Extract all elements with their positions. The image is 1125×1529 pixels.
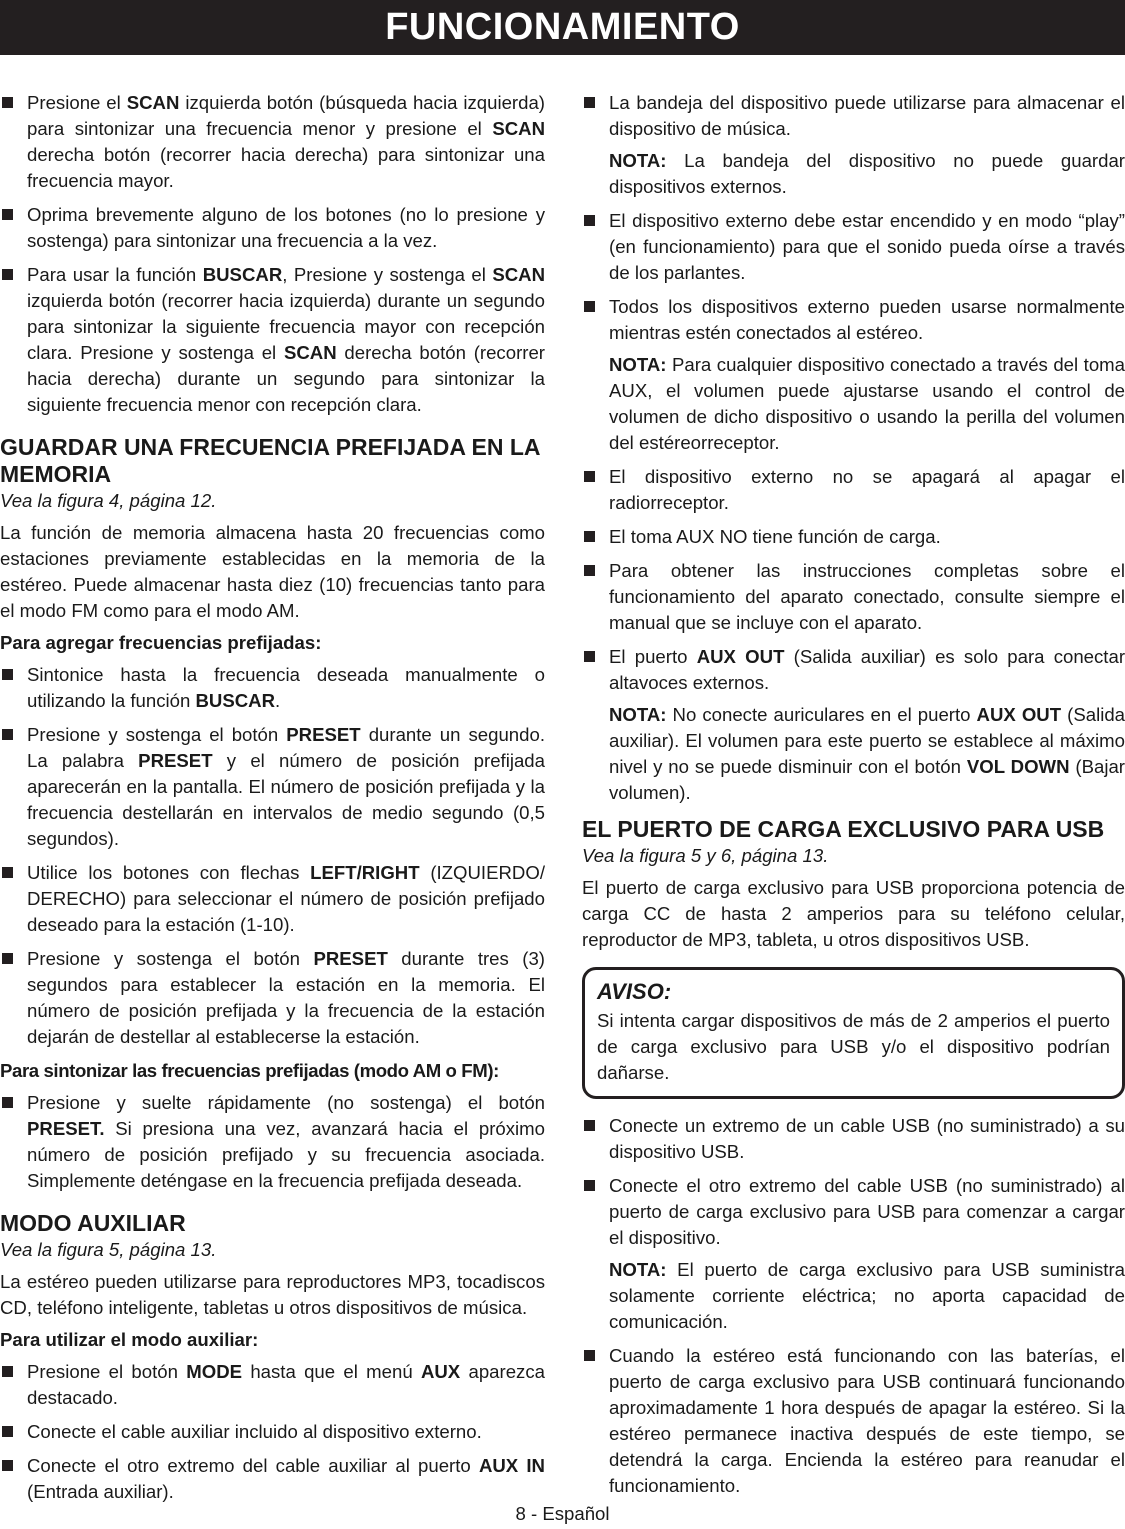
bold-term: SCAN [283,342,337,363]
list-item: Sintonice hasta la frecuencia deseada manualmente o utilizando la función BUSCAR. [0,662,545,714]
preset-description: La función de memoria almacena hasta 20 frecuencias como estaciones previamente establecidas en la memoria de la estéreo. Puede almacenar hasta diez (10) frecuencias tanto para el modo FM como para el modo AM. [0,522,545,621]
usb-section-heading: EL PUERTO DE CARGA EXCLUSIVO PARA USB [582,816,1105,842]
add-presets-subheading: Para agregar frecuencias prefijadas: [0,632,322,653]
aux-figure-reference: Vea la figura 5, página 13. [0,1239,217,1260]
warning-text: Si intenta cargar dispositivos de más de 2 amperios el puerto de carga exclusivo para USB y/o el dispositivo podrían dañarse. [597,1010,1110,1083]
list-item [582,1173,1125,1335]
bold-term: NOTA: [609,354,667,375]
list-item-text: El dispositivo externo debe estar encendido y en modo “play” (en funcionamiento) para que el sonido pueda oírse a través de los parlantes. [609,210,1125,283]
bold-term: SCAN [492,264,545,285]
bold-term: SCAN [492,118,545,139]
bold-term: NOTA: [609,150,667,171]
add-presets-bullet-list [0,662,545,1050]
bold-term: PRESET [138,750,213,771]
bold-term: NOTA: [609,1259,667,1280]
bold-term: BUSCAR [202,264,283,285]
page-footer: 8 - Español [515,1503,610,1524]
list-item: Oprima brevemente alguno de los botones (no lo presione y sostenga) para sintonizar una frecuencia a la vez. [0,202,545,254]
list-item-text: La bandeja del dispositivo puede utilizarse para almacenar el dispositivo de música. [609,92,1125,139]
list-item: Presione el botón MODE hasta que el menú AUX aparezca destacado. [0,1359,545,1411]
list-item [582,208,1125,286]
preset-figure-reference: Vea la figura 4, página 12. [0,490,217,511]
note-text: NOTA: Para cualquier dispositivo conectado a través del toma AUX, el volumen puede ajustarse usando el control de volumen de dicho dispositivo o usando la perilla del volumen del estéreorreceptor. [609,354,1125,453]
list-item-text: El dispositivo externo no se apagará al apagar el radiorreceptor. [609,466,1125,513]
list-item [582,558,1125,636]
list-item [582,644,1125,806]
list-item-text: Conecte el otro extremo del cable USB (no suministrado) al puerto de carga exclusivo para USB para comenzar a cargar el dispositivo. [609,1175,1125,1248]
list-item-text: Para obtener las instrucciones completas sobre el funcionamiento del aparato conectado, consulte siempre el manual que se incluye con el aparato. [609,560,1125,633]
bold-term: BUSCAR [195,690,276,711]
list-item [582,1343,1125,1499]
bold-term: PRESET [286,724,361,745]
list-item: Presione y suelte rápidamente (no sostenga) el botón PRESET. Si presiona una vez, avanzará hacia el próximo número de posición prefijado y su frecuencia asociada. Simplemente deténgase en la frecuencia prefijada deseada. [0,1090,545,1194]
note-text: NOTA: El puerto de carga exclusivo para USB suministra solamente corriente eléctrica; no aporta capacidad de comunicación. [609,1259,1125,1332]
aux-info-bullet-list [582,90,1125,806]
list-item [582,1113,1125,1165]
list-item-text: Todos los dispositivos externo pueden usarse normalmente mientras estén conectados al estéreo. [609,296,1125,343]
list-item [582,524,1125,550]
list-item: Conecte el cable auxiliar incluido al dispositivo externo. [0,1419,545,1445]
bold-term: AUX IN [478,1455,545,1476]
list-item [582,294,1125,456]
bold-term: LEFT/RIGHT [310,862,420,883]
bold-term: MODE [186,1361,243,1382]
bold-term: SCAN [126,92,180,113]
aux-steps-bullet-list [0,1359,545,1505]
page-title: FUNCIONAMIENTO [385,6,740,48]
intro-bullet-list [0,90,545,418]
left-column [0,90,545,1513]
right-column [582,90,1125,1507]
usb-description: El puerto de carga exclusivo para USB proporciona potencia de carga CC de hasta 2 amperios para su teléfono celular, reproductor de MP3, tableta, u otros dispositivos USB. [582,877,1125,950]
usb-steps-bullet-list [582,1113,1125,1499]
bold-term: AUX OUT [976,704,1062,725]
warning-title: AVISO: [597,979,672,1004]
list-item [582,464,1125,516]
list-item: Conecte el otro extremo del cable auxiliar al puerto AUX IN (Entrada auxiliar). [0,1453,545,1505]
list-item: Presione el SCAN izquierda botón (búsqueda hacia izquierda) para sintonizar una frecuencia menor y presione el SCAN derecha botón (recorrer hacia derecha) para sintonizar una frecuencia mayor. [0,90,545,194]
list-item [582,90,1125,200]
tune-presets-subheading: Para sintonizar las frecuencias prefijadas (modo AM o FM): [0,1060,499,1081]
note-text: NOTA: No conecte auriculares en el puerto AUX OUT (Salida auxiliar). El volumen para este puerto se establece al máximo nivel y no se puede disminuir con el botón VOL DOWN (Bajar volumen). [609,704,1125,803]
aux-description: La estéreo pueden utilizarse para reproductores MP3, tocadiscos CD, teléfono inteligente, tabletas u otros dispositivos de música. [0,1271,545,1318]
use-aux-subheading: Para utilizar el modo auxiliar: [0,1329,259,1350]
header-bar [0,0,1125,55]
warning-box [582,967,1125,1099]
aux-section-heading: MODO AUXILIAR [0,1210,186,1236]
bold-term: AUX [420,1361,461,1382]
list-item: Para usar la función BUSCAR, Presione y sostenga el SCAN izquierda botón (recorrer hacia izquierda) durante un segundo para sintonizar la siguiente frecuencia mayor con recepción clara. Presione y sostenga el SCAN derecha botón (recorrer hacia derecha) durante un segundo para sintonizar la siguiente frecuencia menor con recepción clara. [0,262,545,418]
list-item-text: Cuando la estéreo está funcionando con las baterías, el puerto de carga exclusivo para USB continuará funcionando aproximadamente 1 hora después de apagar la estéreo. Si la estéreo permanece inactiva después de este tiempo, se detendrá la carga. Encienda la estéreo para reanudar el funcionamiento. [609,1345,1125,1496]
bold-term: AUX OUT [696,646,785,667]
bold-term: VOL DOWN [966,756,1070,777]
list-item: Utilice los botones con flechas LEFT/RIGHT (IZQUIERDO/ DERECHO) para seleccionar el número de posición prefijado deseado para la estación (1-10). [0,860,545,938]
bold-term: PRESET. [27,1118,105,1139]
list-item: Presione y sostenga el botón PRESET durante un segundo. La palabra PRESET y el número de posición prefijada aparecerán en la pantalla. El número de posición prefijada y la frecuencia destellarán en intervalos de medio segundo (0,5 segundos). [0,722,545,852]
list-item-text: El toma AUX NO tiene función de carga. [609,526,941,547]
bold-term: NOTA: [609,704,667,725]
tune-presets-bullet-list [0,1090,545,1194]
note-text: NOTA: La bandeja del dispositivo no puede guardar dispositivos externos. [609,150,1125,197]
list-item: Presione y sostenga el botón PRESET durante tres (3) segundos para establecer la estación en la memoria. El número de posición prefijada y la frecuencia de la estación dejarán de destellar al establecerse la estación. [0,946,545,1050]
usb-figure-reference: Vea la figura 5 y 6, página 13. [582,845,829,866]
list-item-text: Conecte un extremo de un cable USB (no suministrado) a su dispositivo USB. [609,1115,1125,1162]
preset-section-heading: GUARDAR UNA FRECUENCIA PREFIJADA EN LA MEMORIA [0,434,540,487]
bold-term: PRESET [313,948,388,969]
list-item-text: El puerto AUX OUT (Salida auxiliar) es solo para conectar altavoces externos. [609,646,1125,693]
